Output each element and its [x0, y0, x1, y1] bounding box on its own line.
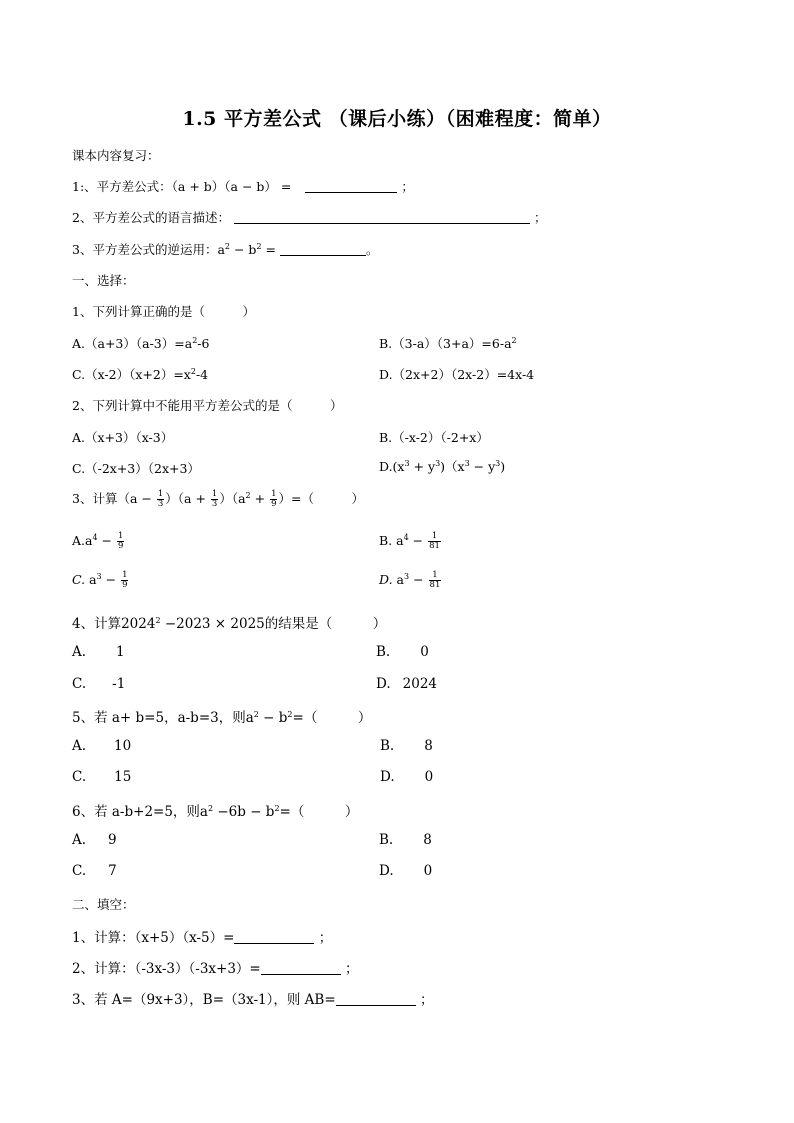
q5-b-value: 8 [424, 738, 433, 754]
review-q3-text: 3、平方差公式的逆运用：a [72, 242, 225, 257]
fraction-one-ninth [270, 490, 277, 509]
q4-stem [72, 612, 386, 632]
frac-den: 9 [271, 499, 277, 509]
exponent: 2 [274, 804, 280, 813]
q6-c-value: 7 [108, 863, 117, 879]
q2-d-mid: + y [409, 459, 436, 474]
q5-c-value: 15 [114, 769, 132, 785]
frac-num: 1 [429, 571, 442, 581]
frac-num: 1 [122, 570, 128, 580]
exponent: 2 [155, 616, 161, 625]
q5-d-value: 0 [424, 769, 434, 785]
q3-option-a[interactable] [72, 532, 125, 551]
q3-stem-mid2: ）（a [219, 491, 246, 506]
q6-stem [72, 800, 358, 820]
review-q1-suffix: ； [401, 179, 414, 194]
q4-c-value: -1 [112, 676, 126, 692]
review-q3-minus: − b [230, 242, 257, 257]
fill-q1 [72, 926, 332, 946]
q1-stem: 1、下列计算正确的是（ ） [72, 304, 255, 319]
minus: − [408, 533, 424, 548]
q3-stem [72, 489, 364, 509]
q1-option-c-tail: -4 [195, 367, 209, 382]
frac-den: 9 [122, 580, 128, 590]
q4-option-a[interactable] [72, 644, 125, 660]
review-q3-suffix: 。 [365, 242, 379, 257]
q5-option-a[interactable] [72, 738, 131, 754]
q1-option-c-text: C.（x-2）（x+2）=x [72, 367, 191, 382]
q6-a-label: A. [72, 832, 87, 848]
q5-option-d[interactable] [380, 769, 433, 785]
review-q1 [72, 177, 414, 195]
exponent: 3 [464, 459, 470, 468]
frac-num: 1 [271, 489, 277, 499]
exponent: 2 [287, 710, 293, 719]
q3-d-label: D. [379, 572, 393, 587]
q5-option-c[interactable] [72, 769, 131, 785]
q6-option-b[interactable] [379, 832, 432, 848]
minus: − [97, 533, 112, 548]
fill-q2-blank[interactable] [261, 962, 341, 975]
exponent: 2 [245, 491, 251, 500]
q2-d-mid2: )（x [440, 459, 465, 474]
exponent: 4 [403, 533, 409, 542]
fraction-one-ninth [117, 532, 124, 551]
q3-stem-prefix: 3、计算（a − [72, 491, 152, 506]
frac-num: 1 [157, 489, 164, 499]
review-q3-eq: = [261, 242, 280, 257]
q3-c-label: C. [72, 572, 86, 587]
q3-stem-mid3: + [250, 491, 266, 506]
exponent: 2 [224, 242, 230, 251]
exponent: 2 [253, 710, 259, 719]
q2-option-d[interactable] [379, 457, 505, 475]
frac-den: 81 [429, 541, 440, 551]
review-q3-blank[interactable] [280, 243, 366, 256]
q2-d-prefix: D.(x [379, 459, 405, 474]
fill-q1-blank[interactable] [234, 931, 314, 944]
exponent: 2 [192, 336, 198, 345]
q5-stem-end: =（ ） [292, 710, 372, 726]
q4-stem-prefix: 4、计算2024 [72, 616, 156, 632]
q4-b-label: B. [376, 644, 391, 660]
q2-option-a[interactable]: A.（x+3）（x-3） [72, 430, 174, 445]
q6-b-label: B. [379, 832, 394, 848]
q1-option-c[interactable] [72, 365, 208, 383]
frac-den: 3 [211, 499, 218, 509]
review-q2-blank[interactable] [234, 211, 530, 224]
q4-d-value: 2024 [402, 676, 437, 692]
fraction-one-eightyone [429, 571, 442, 590]
q6-stem-end: =（ ） [279, 804, 359, 820]
q3-option-c[interactable] [72, 571, 129, 590]
q4-option-d[interactable] [376, 676, 437, 692]
frac-den: 81 [429, 580, 441, 590]
exponent: 3 [404, 572, 410, 581]
fill-q2-text: 2、计算：（-3x-3）（-3x+3）= [72, 961, 261, 977]
q4-a-label: A. [72, 644, 87, 660]
q3-stem-end: ）=（ ） [278, 491, 364, 506]
q6-d-label: D. [379, 863, 394, 879]
q4-d-label: D. [376, 676, 391, 692]
q6-b-value: 8 [423, 832, 432, 848]
fraction-one-ninth [121, 571, 128, 590]
q6-option-a[interactable] [72, 832, 117, 848]
q5-stem-prefix: 5、若 a+ b=5，a-b=3，则a [72, 710, 254, 726]
frac-den: 3 [157, 499, 164, 509]
q5-option-b[interactable] [380, 738, 433, 754]
frac-num: 1 [117, 531, 124, 541]
exponent: 2 [256, 242, 262, 251]
exponent: 3 [404, 459, 410, 468]
q1-option-b-text: B.（3-a）（3+a）=6-a [379, 336, 512, 351]
q5-d-label: D. [380, 769, 395, 785]
fill-q3-text: 3、若 A=（9x+3），B=（3x-1），则 AB= [72, 992, 336, 1008]
minus: − [101, 572, 117, 587]
review-q2 [72, 208, 546, 226]
q5-stem-mid: − b [258, 710, 288, 726]
minus: − [409, 572, 424, 587]
fraction-one-eightyone [428, 532, 441, 551]
q3-option-b[interactable] [379, 532, 442, 551]
frac-den: 9 [117, 541, 124, 551]
q2-option-b[interactable]: B.（-x-2）（-2+x） [379, 430, 489, 445]
fraction-one-third [211, 490, 218, 509]
review-q2-text: 2、平方差公式的语言描述： [72, 210, 230, 225]
q3-c-var: a [85, 572, 97, 587]
review-q2-suffix: ； [533, 210, 547, 225]
fill-q1-suffix: ； [318, 930, 333, 946]
review-q1-text: 1:、平方差公式：（a + b）（a − b） = [72, 179, 296, 194]
review-q1-blank[interactable] [305, 180, 397, 193]
q6-stem-mid: −6b − b [213, 804, 275, 820]
q3-option-d[interactable] [379, 571, 442, 590]
q4-option-b[interactable] [376, 644, 429, 660]
q6-d-value: 0 [423, 863, 433, 879]
q6-option-c[interactable] [72, 863, 117, 879]
fill-q3-suffix: ； [419, 992, 434, 1008]
q2-stem: 2、下列计算中不能用平方差公式的是（ ） [72, 398, 343, 413]
q1-option-b[interactable] [379, 334, 517, 352]
q4-a-value: 1 [116, 644, 125, 660]
q5-stem [72, 706, 371, 726]
frac-num: 1 [428, 532, 441, 542]
q5-a-value: 10 [114, 738, 132, 754]
q5-b-label: B. [380, 738, 395, 754]
q2-option-c[interactable]: C.（-2x+3）（2x+3） [72, 461, 200, 476]
q1-option-a-tail: -6 [197, 336, 210, 351]
q6-a-value: 9 [108, 832, 117, 848]
q6-option-d[interactable] [379, 863, 432, 879]
review-q3 [72, 240, 378, 258]
q4-option-c[interactable] [72, 676, 125, 692]
q1-option-a-text: A.（a+3）（a-3）=a [72, 336, 193, 351]
fill-q3-blank[interactable] [336, 993, 416, 1006]
exponent: 2 [511, 336, 517, 345]
exponent: 2 [190, 367, 196, 376]
q2-d-end: ) [500, 459, 506, 474]
exponent: 2 [207, 804, 214, 813]
fill-q2-suffix: ； [345, 961, 359, 977]
fraction-one-third [157, 490, 164, 509]
fill-q2 [72, 957, 359, 977]
fill-q3 [72, 988, 433, 1008]
section1-heading: 一、选择： [72, 273, 135, 288]
q3-a-label: A.a [72, 533, 93, 548]
section2-heading: 二、填空： [72, 897, 135, 912]
q4-b-value: 0 [420, 644, 429, 660]
q5-c-label: C. [72, 769, 87, 785]
exponent: 4 [92, 533, 98, 542]
exponent: 3 [96, 572, 102, 581]
q1-option-a[interactable] [72, 334, 209, 352]
q1-option-d[interactable]: D.（2x+2）（2x-2）=4x-4 [379, 367, 535, 382]
q5-a-label: A. [72, 738, 87, 754]
review-heading: 课本内容复习： [72, 148, 160, 163]
q3-b-label: B. a [379, 533, 404, 548]
q3-stem-mid1: ）（a + [165, 491, 206, 506]
q6-c-label: C. [72, 863, 87, 879]
fill-q1-text: 1、计算：（x+5）（x-5）= [72, 930, 235, 946]
q2-d-mid3: − y [469, 459, 496, 474]
frac-num: 1 [211, 489, 218, 499]
q4-c-label: C. [72, 676, 87, 692]
exponent: 3 [495, 459, 501, 468]
q3-d-var: a [392, 572, 404, 587]
q6-stem-prefix: 6、若 a-b+2=5，则a [72, 804, 208, 820]
exponent: 3 [435, 459, 441, 468]
q4-stem-rest: −2023 × 2025的结果是（ ） [160, 616, 387, 632]
page-title: 1.5 平方差公式 （课后小练）（困难程度：简单） [182, 108, 612, 130]
